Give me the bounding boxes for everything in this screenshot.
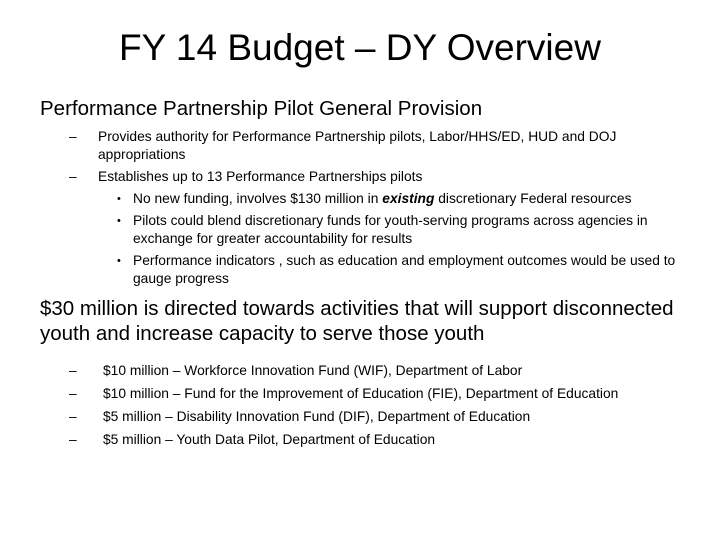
dash-marker: – xyxy=(69,432,77,447)
section1-heading: Performance Partnership Pilot General Provision xyxy=(40,97,483,120)
section1-item-text: Provides authority for Performance Partnership pilots, Labor/HHS/ED, HUD and DOJ appropriations xyxy=(98,129,617,162)
section2-item-text: $5 million – Youth Data Pilot, Department of Education xyxy=(103,432,436,447)
bullet-marker: • xyxy=(117,255,121,267)
subitem-text: Performance indicators , such as education and employment outcomes would be used to gauge progress xyxy=(133,253,676,286)
bullet-marker: • xyxy=(117,215,121,227)
subitem-text-after: discretionary Federal resources xyxy=(434,191,632,206)
section2-item-youth-data xyxy=(40,431,700,449)
section2-item-fie xyxy=(40,385,700,403)
section2-item-text: $10 million – Workforce Innovation Fund (WIF), Department of Labor xyxy=(103,363,523,378)
dash-marker: – xyxy=(69,129,77,144)
dash-marker: – xyxy=(69,169,77,184)
subitem-emphasis: existing xyxy=(382,191,435,206)
section2-item-text: $10 million – Fund for the Improvement of Education (FIE), Department of Education xyxy=(103,386,619,401)
subitem-text-before: No new funding, involves $130 million in xyxy=(133,191,383,206)
section1-item-text: Establishes up to 13 Performance Partnerships pilots xyxy=(98,169,423,184)
section2-heading: $30 million is directed towards activities that will support disconnected youth and increase capacity to serve those youth xyxy=(40,297,674,345)
dash-marker: – xyxy=(69,386,77,401)
section1-item-pilots xyxy=(40,168,700,186)
slide-title: FY 14 Budget – DY Overview xyxy=(119,27,601,68)
bullet-marker: • xyxy=(117,193,121,205)
section2-item-wif xyxy=(40,362,700,380)
slide-body xyxy=(40,96,700,454)
dash-marker: – xyxy=(69,409,77,424)
subitem-performance-indicators xyxy=(40,252,700,288)
section1-item-authority xyxy=(40,128,700,164)
section2-item-dif xyxy=(40,408,700,426)
subitem-blend-funds xyxy=(40,212,700,248)
section2-item-text: $5 million – Disability Innovation Fund (DIF), Department of Education xyxy=(103,409,531,424)
subitem-text: Pilots could blend discretionary funds for youth-serving programs across agencies in exchange for greater accountability for results xyxy=(133,213,648,246)
subitem-funding xyxy=(40,190,700,208)
dash-marker: – xyxy=(69,363,77,378)
